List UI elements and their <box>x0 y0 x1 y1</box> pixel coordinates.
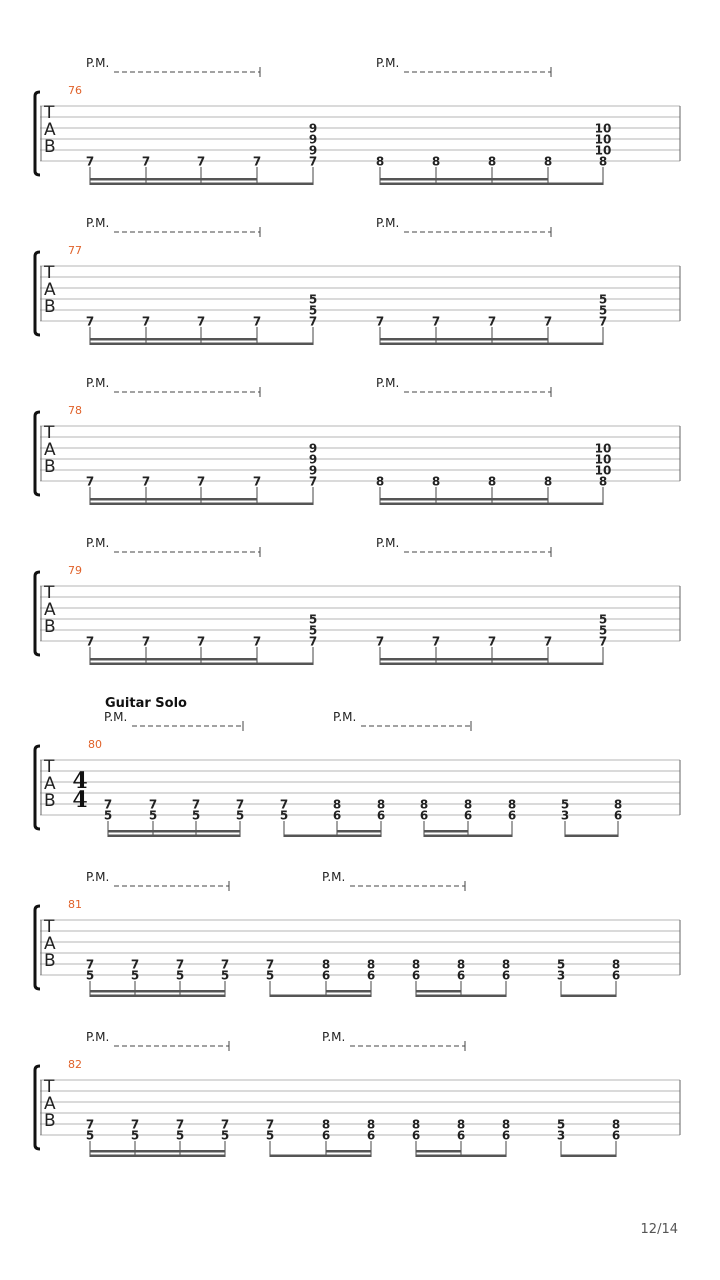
fret-number: 6 <box>411 968 421 983</box>
fret-number: 8 <box>487 474 497 489</box>
tab-clef-letter: A <box>44 120 56 140</box>
fret-number: 6 <box>419 808 429 823</box>
fret-number: 7 <box>308 634 318 649</box>
fret-number: 7 <box>431 634 441 649</box>
measure-number: 77 <box>68 244 82 257</box>
secondary-beam <box>326 990 371 993</box>
fret-number: 7 <box>265 1117 275 1132</box>
measure-number: 76 <box>68 84 82 97</box>
fret-number: 8 <box>543 154 553 169</box>
fret-number: 5 <box>556 957 566 972</box>
tab-system-79 <box>35 536 680 665</box>
measure-number: 82 <box>68 1058 82 1071</box>
system-bracket <box>35 92 40 175</box>
fret-number: 7 <box>252 634 262 649</box>
fret-number: 5 <box>598 292 608 307</box>
tab-clef-letter: T <box>44 583 55 603</box>
fret-number: 8 <box>321 957 331 972</box>
secondary-beam <box>90 498 257 501</box>
beam <box>380 503 603 506</box>
system-bracket <box>35 252 40 335</box>
fret-number: 7 <box>220 1117 230 1132</box>
fret-number: 5 <box>85 968 95 983</box>
fret-number: 7 <box>487 634 497 649</box>
fret-number: 5 <box>175 1128 185 1143</box>
secondary-beam <box>90 178 257 181</box>
secondary-beam <box>380 498 548 501</box>
fret-number: 5 <box>265 1128 275 1143</box>
palm-mute-label: P.M. <box>376 536 400 550</box>
fret-number: 6 <box>332 808 342 823</box>
palm-mute-label: P.M. <box>86 216 110 230</box>
fret-number: 8 <box>366 1117 376 1132</box>
beam <box>565 835 618 838</box>
secondary-beam <box>380 658 548 661</box>
tab-clef-letter: B <box>44 297 56 317</box>
tab-clef-letter: T <box>44 423 55 443</box>
fret-number: 5 <box>265 968 275 983</box>
beam <box>270 1155 371 1158</box>
fret-number: 7 <box>543 634 553 649</box>
tab-system-81 <box>35 870 680 997</box>
tab-clef-letter: A <box>44 280 56 300</box>
beam <box>90 1155 225 1158</box>
fret-number: 8 <box>376 797 386 812</box>
fret-number: 7 <box>85 957 95 972</box>
fret-number: 6 <box>456 1128 466 1143</box>
tab-clef-letter: A <box>44 440 56 460</box>
palm-mute-label: P.M. <box>86 870 110 884</box>
fret-number: 8 <box>411 1117 421 1132</box>
fret-number: 6 <box>611 968 621 983</box>
tab-clef-letter: B <box>44 791 56 811</box>
fret-number: 7 <box>196 154 206 169</box>
fret-number: 6 <box>366 1128 376 1143</box>
measure-number: 79 <box>68 564 82 577</box>
fret-number: 6 <box>613 808 623 823</box>
fret-number: 5 <box>148 808 158 823</box>
fret-number: 5 <box>130 968 140 983</box>
fret-number: 6 <box>321 1128 331 1143</box>
tab-clef-letter: T <box>44 757 55 777</box>
tab-clef-letter: A <box>44 774 56 794</box>
tab-clef-letter: T <box>44 917 55 937</box>
fret-number: 7 <box>103 797 113 812</box>
beam <box>108 835 240 838</box>
beam <box>380 663 603 666</box>
secondary-beam <box>380 338 548 341</box>
fret-number: 6 <box>507 808 517 823</box>
fret-number: 5 <box>279 808 289 823</box>
fret-number: 7 <box>175 957 185 972</box>
fret-number: 7 <box>220 957 230 972</box>
fret-number: 5 <box>175 968 185 983</box>
fret-number: 7 <box>85 474 95 489</box>
fret-number: 7 <box>308 154 318 169</box>
fret-number: 5 <box>308 612 318 627</box>
palm-mute-label: P.M. <box>376 216 400 230</box>
beam <box>416 995 506 998</box>
fret-number: 7 <box>308 474 318 489</box>
fret-number: 9 <box>308 121 318 136</box>
fret-number: 9 <box>308 463 318 478</box>
fret-number: 5 <box>598 623 608 638</box>
beam <box>416 1155 506 1158</box>
fret-number: 9 <box>308 143 318 158</box>
palm-mute-label: P.M. <box>376 376 400 390</box>
fret-number: 8 <box>411 957 421 972</box>
tab-clef-letter: T <box>44 1077 55 1097</box>
fret-number: 7 <box>141 474 151 489</box>
palm-mute-label: P.M. <box>333 710 357 724</box>
fret-number: 3 <box>560 808 570 823</box>
beam <box>90 995 225 998</box>
fret-number: 5 <box>308 303 318 318</box>
fret-number: 7 <box>191 797 201 812</box>
fret-number: 10 <box>594 452 612 467</box>
measure-number: 78 <box>68 404 82 417</box>
fret-number: 5 <box>191 808 201 823</box>
beam <box>380 343 603 346</box>
tab-system-78 <box>35 376 680 505</box>
tab-clef-letter: T <box>44 263 55 283</box>
beam <box>561 995 616 998</box>
fret-number: 8 <box>332 797 342 812</box>
tab-clef-letter: A <box>44 1094 56 1114</box>
fret-number: 6 <box>376 808 386 823</box>
fret-number: 8 <box>543 474 553 489</box>
fret-number: 8 <box>611 1117 621 1132</box>
fret-number: 8 <box>366 957 376 972</box>
tab-clef-letter: B <box>44 457 56 477</box>
secondary-beam <box>380 178 548 181</box>
fret-number: 9 <box>308 132 318 147</box>
system-bracket <box>35 1066 40 1149</box>
fret-number: 8 <box>613 797 623 812</box>
fret-number: 8 <box>321 1117 331 1132</box>
beam <box>284 835 381 838</box>
fret-number: 7 <box>141 314 151 329</box>
fret-number: 5 <box>308 623 318 638</box>
fret-number: 5 <box>308 292 318 307</box>
page-number: 12/14 <box>640 1222 678 1237</box>
measure-number: 81 <box>68 898 82 911</box>
fret-number: 7 <box>85 154 95 169</box>
fret-number: 8 <box>501 957 511 972</box>
fret-number: 6 <box>366 968 376 983</box>
fret-number: 8 <box>375 154 385 169</box>
fret-number: 8 <box>611 957 621 972</box>
fret-number: 8 <box>463 797 473 812</box>
secondary-beam <box>424 830 468 833</box>
secondary-beam <box>90 338 257 341</box>
tab-clef-letter: B <box>44 1111 56 1131</box>
fret-number: 10 <box>594 463 612 478</box>
fret-number: 6 <box>456 968 466 983</box>
fret-number: 8 <box>501 1117 511 1132</box>
secondary-beam <box>90 658 257 661</box>
tab-clef-letter: A <box>44 600 56 620</box>
fret-number: 7 <box>175 1117 185 1132</box>
fret-number: 7 <box>85 1117 95 1132</box>
secondary-beam <box>416 1150 461 1153</box>
fret-number: 6 <box>501 1128 511 1143</box>
fret-number: 10 <box>594 121 612 136</box>
fret-number: 7 <box>141 634 151 649</box>
beam <box>424 835 512 838</box>
fret-number: 7 <box>196 314 206 329</box>
beam <box>270 995 371 998</box>
palm-mute-label: P.M. <box>86 376 110 390</box>
fret-number: 5 <box>220 968 230 983</box>
fret-number: 7 <box>375 634 385 649</box>
fret-number: 6 <box>463 808 473 823</box>
measure-number: 80 <box>88 738 102 751</box>
fret-number: 5 <box>556 1117 566 1132</box>
fret-number: 6 <box>321 968 331 983</box>
fret-number: 5 <box>130 1128 140 1143</box>
tab-clef-letter: B <box>44 951 56 971</box>
system-bracket <box>35 412 40 495</box>
fret-number: 10 <box>594 132 612 147</box>
beam <box>380 183 603 186</box>
fret-number: 8 <box>456 1117 466 1132</box>
fret-number: 6 <box>611 1128 621 1143</box>
fret-number: 8 <box>598 474 608 489</box>
fret-number: 3 <box>556 1128 566 1143</box>
fret-number: 5 <box>235 808 245 823</box>
fret-number: 5 <box>598 612 608 627</box>
fret-number: 8 <box>431 154 441 169</box>
secondary-beam <box>90 990 225 993</box>
beam <box>90 183 313 186</box>
time-signature-numerator: 4 <box>72 768 88 794</box>
fret-number: 7 <box>598 634 608 649</box>
beam <box>561 1155 616 1158</box>
fret-number: 7 <box>308 314 318 329</box>
fret-number: 7 <box>141 154 151 169</box>
fret-number: 7 <box>148 797 158 812</box>
fret-number: 8 <box>456 957 466 972</box>
beam <box>90 343 313 346</box>
fret-number: 7 <box>598 314 608 329</box>
palm-mute-label: P.M. <box>376 56 400 70</box>
secondary-beam <box>337 830 381 833</box>
palm-mute-label: P.M. <box>86 1030 110 1044</box>
fret-number: 6 <box>501 968 511 983</box>
section-label: Guitar Solo <box>105 696 187 711</box>
fret-number: 7 <box>85 314 95 329</box>
fret-number: 7 <box>130 957 140 972</box>
tab-clef-letter: A <box>44 934 56 954</box>
fret-number: 7 <box>279 797 289 812</box>
fret-number: 7 <box>375 314 385 329</box>
fret-number: 8 <box>598 154 608 169</box>
secondary-beam <box>108 830 240 833</box>
fret-number: 5 <box>560 797 570 812</box>
fret-number: 8 <box>487 154 497 169</box>
fret-number: 3 <box>556 968 566 983</box>
fret-number: 7 <box>196 474 206 489</box>
fret-number: 10 <box>594 143 612 158</box>
fret-number: 9 <box>308 452 318 467</box>
fret-number: 7 <box>265 957 275 972</box>
fret-number: 7 <box>85 634 95 649</box>
fret-number: 7 <box>252 314 262 329</box>
fret-number: 7 <box>196 634 206 649</box>
fret-number: 8 <box>375 474 385 489</box>
palm-mute-label: P.M. <box>322 870 346 884</box>
secondary-beam <box>90 1150 225 1153</box>
fret-number: 5 <box>598 303 608 318</box>
secondary-beam <box>416 990 461 993</box>
palm-mute-label: P.M. <box>86 536 110 550</box>
fret-number: 7 <box>252 474 262 489</box>
tab-system-82 <box>35 1030 680 1157</box>
fret-number: 7 <box>252 154 262 169</box>
fret-number: 5 <box>220 1128 230 1143</box>
fret-number: 10 <box>594 441 612 456</box>
tab-system-80 <box>35 696 680 837</box>
tab-clef-letter: B <box>44 137 56 157</box>
fret-number: 7 <box>487 314 497 329</box>
system-bracket <box>35 572 40 655</box>
system-bracket <box>35 906 40 989</box>
fret-number: 6 <box>411 1128 421 1143</box>
fret-number: 8 <box>419 797 429 812</box>
fret-number: 5 <box>85 1128 95 1143</box>
fret-number: 7 <box>130 1117 140 1132</box>
secondary-beam <box>326 1150 371 1153</box>
beam <box>90 503 313 506</box>
palm-mute-label: P.M. <box>104 710 128 724</box>
fret-number: 7 <box>235 797 245 812</box>
tab-system-76 <box>35 56 680 185</box>
beam <box>90 663 313 666</box>
fret-number: 9 <box>308 441 318 456</box>
tab-clef-letter: T <box>44 103 55 123</box>
fret-number: 7 <box>431 314 441 329</box>
palm-mute-label: P.M. <box>86 56 110 70</box>
tab-system-77 <box>35 216 680 345</box>
fret-number: 5 <box>103 808 113 823</box>
palm-mute-label: P.M. <box>322 1030 346 1044</box>
time-signature-denominator: 4 <box>72 787 88 813</box>
fret-number: 8 <box>507 797 517 812</box>
system-bracket <box>35 746 40 829</box>
fret-number: 8 <box>431 474 441 489</box>
tab-clef-letter: B <box>44 617 56 637</box>
fret-number: 7 <box>543 314 553 329</box>
